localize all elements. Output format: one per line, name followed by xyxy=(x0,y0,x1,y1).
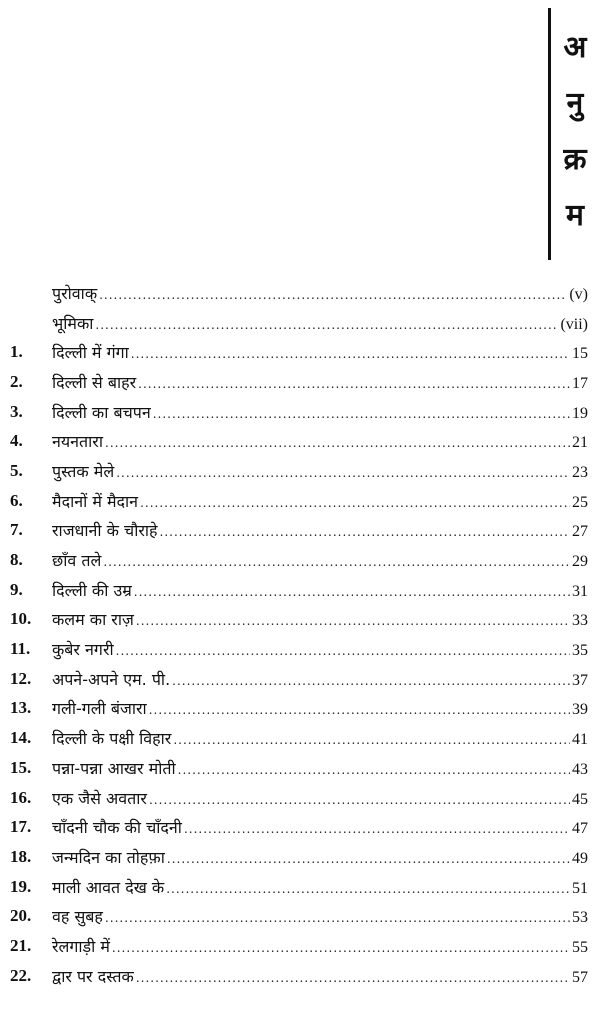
toc-entry xyxy=(0,872,600,902)
entry-page: 57 xyxy=(572,968,588,986)
entry-number: 13. xyxy=(10,698,32,718)
entry-number: 6. xyxy=(10,490,23,510)
dot-leader xyxy=(153,407,570,421)
entry-title: दिल्ली का बचपन xyxy=(52,402,151,422)
entry-line xyxy=(52,965,588,987)
entry-title: छाँव तले xyxy=(52,551,102,571)
toc-entry xyxy=(0,694,600,724)
dot-leader xyxy=(136,614,570,628)
entry-line xyxy=(52,668,588,690)
entry-page: 55 xyxy=(572,938,588,956)
entry-page: 51 xyxy=(572,879,588,897)
toc-entry xyxy=(0,961,600,991)
toc-entry xyxy=(0,545,600,575)
dot-leader xyxy=(149,793,570,807)
entry-line xyxy=(52,816,588,838)
entry-line xyxy=(52,312,588,334)
entry-number: 10. xyxy=(10,609,32,629)
toc-entry xyxy=(0,931,600,961)
toc-entry xyxy=(0,486,600,516)
entry-title: पुरोवाक् xyxy=(52,283,98,303)
entry-title: दिल्ली के पक्षी विहार xyxy=(52,729,172,749)
entry-title: द्वार पर दस्तक xyxy=(52,966,134,986)
entry-line xyxy=(52,638,588,660)
toc-entry xyxy=(0,783,600,813)
toc-entry xyxy=(0,605,600,635)
entry-title: अपने-अपने एम. पी. xyxy=(52,669,171,689)
dot-leader xyxy=(136,971,570,985)
dot-leader xyxy=(160,525,570,539)
entry-page: 23 xyxy=(572,463,588,481)
dot-leader xyxy=(172,674,570,688)
entry-title: मैदानों में मैदान xyxy=(52,491,139,511)
entry-line xyxy=(52,727,588,749)
entry-page: 19 xyxy=(572,404,588,422)
entry-page: 27 xyxy=(572,523,588,541)
entry-line xyxy=(52,697,588,719)
entry-line xyxy=(52,905,588,927)
entry-title: माली आवत देख के xyxy=(52,877,165,897)
heading-letter: नु xyxy=(566,86,584,121)
entry-title: चाँदनी चौक की चाँदनी xyxy=(52,818,182,838)
toc-entry xyxy=(0,367,600,397)
entry-number: 7. xyxy=(10,520,23,540)
entry-line xyxy=(52,430,588,452)
entry-title: जन्मदिन का तोहफ़ा xyxy=(52,847,165,867)
entry-number: 3. xyxy=(10,401,23,421)
entry-page: 41 xyxy=(572,731,588,749)
entry-line xyxy=(52,846,588,868)
dot-leader xyxy=(138,377,570,391)
heading-letter: अ xyxy=(563,30,587,65)
entry-number: 22. xyxy=(10,965,32,985)
toc-entry xyxy=(0,308,600,338)
toc-entry xyxy=(0,842,600,872)
dot-leader xyxy=(149,703,570,717)
entry-line xyxy=(52,519,588,541)
entry-line xyxy=(52,757,588,779)
entry-page: 33 xyxy=(572,612,588,630)
contents-heading xyxy=(558,20,592,244)
toc-entry xyxy=(0,575,600,605)
dot-leader xyxy=(103,555,570,569)
dot-leader xyxy=(140,496,570,510)
entry-title: दिल्ली में गंगा xyxy=(52,343,129,363)
entry-page: 49 xyxy=(572,849,588,867)
toc-entry xyxy=(0,812,600,842)
dot-leader xyxy=(131,347,570,361)
entry-page: 45 xyxy=(572,790,588,808)
entry-title: दिल्ली की उम्र xyxy=(52,580,132,600)
toc-entry xyxy=(0,664,600,694)
entry-page: 37 xyxy=(572,671,588,689)
entry-page: 53 xyxy=(572,909,588,927)
entry-number: 8. xyxy=(10,550,23,570)
entry-line xyxy=(52,460,588,482)
entry-page: 31 xyxy=(572,582,588,600)
entry-number: 1. xyxy=(10,342,23,362)
entry-page: (v) xyxy=(569,285,588,303)
entry-number: 2. xyxy=(10,371,23,391)
dot-leader xyxy=(116,466,570,480)
entry-title: गली-गली बंजारा xyxy=(52,699,147,719)
dot-leader xyxy=(105,911,570,925)
entry-number: 19. xyxy=(10,876,32,896)
entry-number: 17. xyxy=(10,817,32,837)
toc-entry xyxy=(0,278,600,308)
entry-line xyxy=(52,401,588,423)
entry-title: दिल्ली से बाहर xyxy=(52,372,137,392)
entry-number: 14. xyxy=(10,728,32,748)
table-of-contents xyxy=(0,278,600,991)
entry-page: 35 xyxy=(572,642,588,660)
entry-number: 9. xyxy=(10,579,23,599)
toc-entry xyxy=(0,337,600,367)
entry-title: वह सुबह xyxy=(52,907,103,927)
toc-entry xyxy=(0,426,600,456)
toc-entry xyxy=(0,516,600,546)
entry-page: 25 xyxy=(572,493,588,511)
dot-leader xyxy=(95,318,558,332)
dot-leader xyxy=(112,941,570,955)
entry-line xyxy=(52,787,588,809)
entry-title: पन्ना-पन्ना आखर मोती xyxy=(52,758,176,778)
entry-number: 15. xyxy=(10,757,32,777)
entry-line xyxy=(52,371,588,393)
toc-entry xyxy=(0,723,600,753)
entry-line xyxy=(52,490,588,512)
entry-number: 4. xyxy=(10,431,23,451)
entry-page: 21 xyxy=(572,434,588,452)
entry-line xyxy=(52,282,588,304)
entry-title: राजधानी के चौराहे xyxy=(52,521,158,541)
dot-leader xyxy=(178,763,570,777)
entry-number: 12. xyxy=(10,668,32,688)
dot-leader xyxy=(184,822,570,836)
toc-entry xyxy=(0,456,600,486)
toc-entry xyxy=(0,901,600,931)
dot-leader xyxy=(105,436,570,450)
dot-leader xyxy=(99,288,567,302)
entry-number: 11. xyxy=(10,639,31,659)
entry-page: 17 xyxy=(572,374,588,392)
dot-leader xyxy=(167,852,570,866)
entry-page: 39 xyxy=(572,701,588,719)
entry-line xyxy=(52,579,588,601)
entry-page: 47 xyxy=(572,820,588,838)
entry-title: पुस्तक मेले xyxy=(52,461,115,481)
heading-letter: म xyxy=(566,198,584,233)
entry-title: नयनतारा xyxy=(52,432,103,452)
dot-leader xyxy=(173,733,570,747)
entry-page: 15 xyxy=(572,345,588,363)
toc-entry xyxy=(0,397,600,427)
entry-line xyxy=(52,341,588,363)
entry-page: 29 xyxy=(572,553,588,571)
entry-title: कुबेर नगरी xyxy=(52,640,114,660)
entry-number: 20. xyxy=(10,906,32,926)
entry-title: एक जैसे अवतार xyxy=(52,788,147,808)
entry-line xyxy=(52,876,588,898)
entry-page: 43 xyxy=(572,760,588,778)
entry-number: 21. xyxy=(10,935,32,955)
dot-leader xyxy=(166,882,570,896)
entry-number: 5. xyxy=(10,460,23,480)
heading-letter: क्र xyxy=(563,142,587,177)
entry-page: (vii) xyxy=(560,315,588,333)
toc-entry xyxy=(0,753,600,783)
vertical-rule xyxy=(548,8,551,260)
entry-line xyxy=(52,935,588,957)
dot-leader xyxy=(116,644,570,658)
entry-title: कलम का राज़ xyxy=(52,610,134,630)
entry-line xyxy=(52,608,588,630)
entry-line xyxy=(52,549,588,571)
entry-number: 16. xyxy=(10,787,32,807)
entry-title: भूमिका xyxy=(52,313,94,333)
entry-title: रेलगाड़ी में xyxy=(52,936,110,956)
dot-leader xyxy=(134,585,570,599)
toc-entry xyxy=(0,634,600,664)
entry-number: 18. xyxy=(10,846,32,866)
